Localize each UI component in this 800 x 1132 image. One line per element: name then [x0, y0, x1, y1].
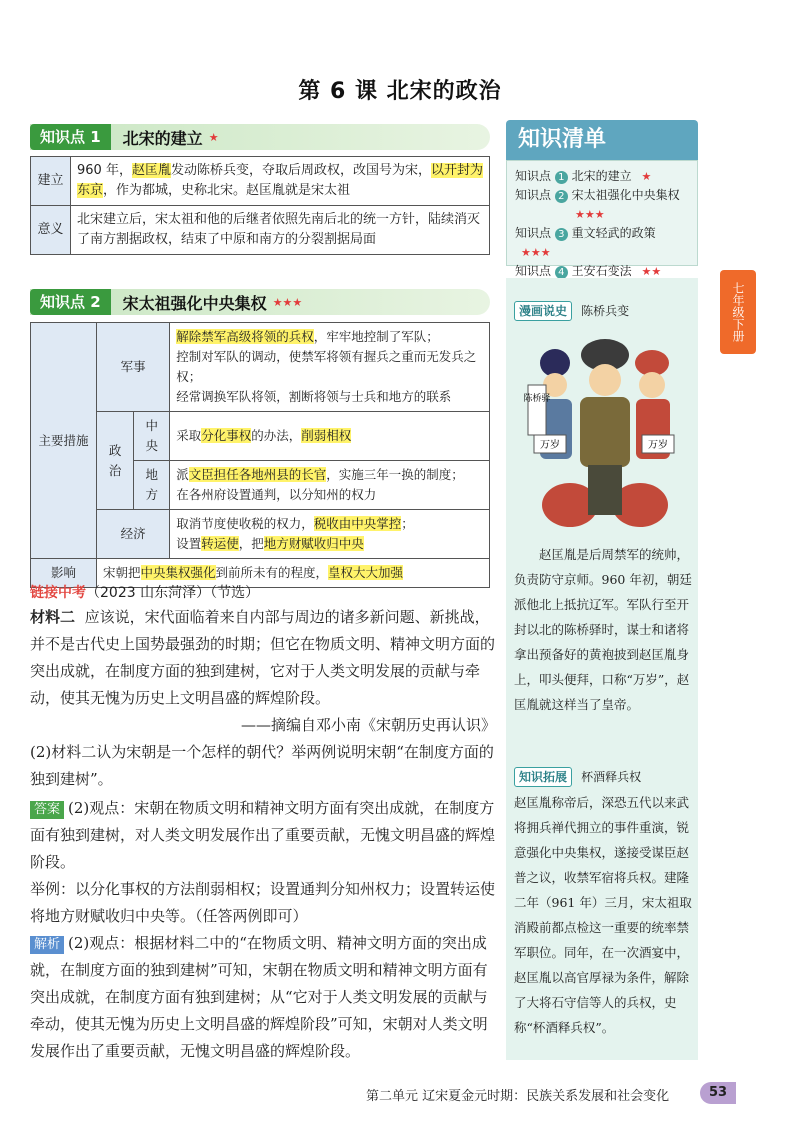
text: 王安石变法 — [571, 264, 632, 278]
economy-content — [170, 510, 490, 559]
analysis-text: (2)观点：根据材料二中的“在物质文明、精神文明方面的突出成就，在制度方面的独到建树”可知，宋朝在物质文明和精神文明方面有突出成就，在制度方面有独到建树；从“它对于人类文明发展的贡献与牵动，使其无愧为历史上文明昌盛的辉煌阶段”可知，宋朝对人类文明发展作出了重要贡献，无愧文明昌盛的辉煌阶段。 — [30, 934, 488, 1060]
text: 经常调换军队将领，割断将领与士兵和地方的联系 — [176, 389, 452, 404]
text: 重文轻武的政策 — [571, 226, 656, 240]
ext-tag: 知识拓展 — [514, 767, 572, 787]
table-row — [31, 510, 490, 559]
ext-text: 赵匡胤称帝后，深恐五代以来武将拥兵禅代拥立的事件重演，锐意强化中央集权，遂接受谋臣赵普之议，收禁军宿将兵权。建隆二年（961 年）三月，宋太祖取消殿前都点检这一重要的统率禁军职位。同年，在一次酒宴中，赵匡胤以高官厚禄为条件，解除了大将石守信等人的兵权，史称“杯酒释兵权”。 — [514, 795, 692, 1035]
material-text: 应该说，宋代面临着来自内部与周边的诸多新问题、新挑战，并不是古代史上国势最强劲的时期；但它在物质文明、精神文明方面的突出成就，在制度方面的独到建树，它对于人类文明发展的贡献与牵动，使其无愧为历史上文明昌盛的辉煌阶段。 — [30, 608, 496, 707]
number-badge: 3 — [555, 228, 568, 241]
page-title: 第 6 课 北宋的政治 — [298, 79, 502, 104]
highlight: 皇权大大加强 — [328, 565, 404, 580]
stars: ★★★ — [521, 246, 551, 259]
text: 取消节度使收税的权力， — [176, 516, 314, 531]
answer-p2: 举例：以分化事权的方法削弱相权；设置通判分知州权力；设置转运使将地方财赋收归中央等。（任答两例即可） — [30, 880, 496, 925]
text: ，作为都城，史称北宋。赵匡胤就是宋太祖 — [103, 183, 351, 198]
text: 知识点 — [515, 169, 552, 183]
table-row — [31, 323, 490, 412]
stars: ★ — [641, 170, 652, 183]
highlight: 文臣担任各地州县的长官 — [188, 467, 327, 482]
kp1-table — [30, 156, 490, 255]
highlight: 分化事权 — [201, 428, 252, 443]
list-item — [515, 186, 689, 224]
text: ，牢牢地控制了军队； — [313, 329, 439, 344]
exam-source: （2023 山东菏泽）（节选） — [86, 585, 260, 601]
legs-shape — [588, 465, 622, 515]
kp1-title: 北宋的建立 — [122, 128, 203, 148]
number-badge: 1 — [555, 171, 568, 184]
number-badge: 4 — [555, 266, 568, 279]
face-shape — [589, 364, 621, 396]
text: 知识点 — [515, 264, 552, 278]
text: 知识点 — [515, 188, 552, 202]
text: 知识点 — [515, 226, 552, 240]
highlight: 解除禁军高级将领的兵权 — [176, 329, 314, 344]
number-badge: 2 — [555, 190, 568, 203]
material-block — [30, 604, 496, 1065]
face-shape — [639, 372, 665, 398]
analysis-block — [30, 930, 496, 1065]
row-label: 意义 — [31, 206, 71, 255]
answer-tag: 答案 — [30, 801, 64, 819]
military-label: 军事 — [97, 323, 170, 412]
knowledge-list — [506, 160, 698, 278]
kp2-tag: 知识点 2 — [30, 289, 111, 315]
text: ，把 — [238, 536, 264, 551]
grade-tab: 七年级下册 — [720, 270, 756, 354]
table-row — [31, 412, 490, 461]
local-label: 地方 — [134, 461, 170, 510]
text: 到前所未有的程度， — [215, 565, 329, 580]
text: 控制对军队的调动，使禁军将领有握兵之重而无发兵之权； — [176, 349, 477, 384]
military-content — [170, 323, 490, 412]
exam-link-tag: 链接中考 — [30, 585, 86, 601]
highlight: 赵匡胤 — [131, 163, 171, 178]
text: 宋太祖强化中央集权 — [571, 188, 680, 202]
highlight: 以开封为东京 — [77, 163, 483, 198]
speech-text: 万岁 — [648, 440, 668, 451]
row-content: 北宋建立后，宋太祖和他的后继者依照先南后北的统一方针，陆续消灭了南方割据政权，结束了中原和南方的分裂割据局面 — [71, 206, 490, 255]
material-label: 材料二 — [30, 608, 76, 626]
comic-heading — [514, 300, 629, 321]
list-item — [515, 224, 689, 262]
hat-shape — [540, 349, 570, 377]
highlight: 削弱相权 — [301, 428, 352, 443]
answer-p1: (2)观点：宋朝在物质文明和精神文明方面有突出成就，在制度方面有独到建树，对人类文明发展作出了重要贡献，无愧文明昌盛的辉煌阶段。 — [30, 799, 496, 871]
main-measures-label: 主要措施 — [31, 323, 97, 559]
economy-label: 经济 — [97, 510, 170, 559]
comic-text: 赵匡胤是后周禁军的统帅，负责防守京师。960 年初，朝廷派他北上抵抗辽军。军队行至开封以北的陈桥驿时，谋士和诸将拿出预备好的黄袍披到赵匡胤身上，叩头便拜，口称“万岁”，赵匡胤就这样当了皇帝。 — [514, 547, 692, 712]
material-cite: ——摘编自邓小南《宋朝历史再认识》 — [240, 716, 496, 734]
stars: ★★★ — [575, 208, 605, 221]
text: 采取 — [176, 428, 202, 443]
kp1-stars: ★ — [208, 130, 219, 144]
analysis-tag: 解析 — [30, 936, 64, 954]
exam-link-line — [30, 582, 259, 602]
list-item — [515, 167, 689, 186]
highlight: 地方财赋收归中央 — [263, 536, 364, 551]
impact-label: 影响 — [31, 559, 97, 588]
comic-tag: 漫画说史 — [514, 301, 572, 321]
ext-title: 杯酒释兵权 — [581, 770, 642, 784]
text: 在各州府设置通判，以分知州的权力 — [176, 487, 377, 502]
comic-title: 陈桥兵变 — [581, 304, 630, 318]
sidebar-header: 知识清单 — [506, 120, 698, 160]
kp1-header — [30, 124, 490, 150]
text: ； — [401, 516, 414, 531]
question: (2)材料二认为宋朝是一个怎样的朝代？举两例说明宋朝“在制度方面的独到建树”。 — [30, 743, 494, 788]
kp2-stars: ★★★ — [272, 295, 303, 309]
highlight: 转运使 — [201, 536, 239, 551]
footer-unit: 第二单元 辽宋夏金元时期：民族关系发展和社会变化 — [366, 1089, 670, 1104]
table-row — [31, 206, 490, 255]
kp1-tag: 知识点 1 — [30, 124, 111, 150]
armor-shape — [580, 397, 630, 467]
highlight: 中央集权强化 — [140, 565, 216, 580]
answer-block — [30, 795, 496, 876]
text: 设置 — [176, 536, 202, 551]
row-label: 建立 — [31, 157, 71, 206]
politics-label: 政治 — [97, 412, 134, 510]
central-label: 中央 — [134, 412, 170, 461]
text: 北宋的建立 — [571, 169, 632, 183]
comic-illustration — [523, 325, 680, 540]
stars: ★★ — [641, 265, 662, 278]
text: ，实施三年一换的制度； — [326, 467, 464, 482]
central-content — [170, 412, 490, 461]
row-content — [71, 157, 490, 206]
local-content — [170, 461, 490, 510]
table-row — [31, 157, 490, 206]
kp2-table — [30, 322, 490, 588]
kp2-header — [30, 289, 490, 315]
highlight: 税收由中央掌控 — [313, 516, 402, 531]
text: 960 年， — [77, 163, 132, 178]
page-number: 53 — [700, 1082, 736, 1104]
text: 派 — [176, 467, 189, 482]
sign-text: 陈桥驿 — [523, 394, 551, 404]
speech-text: 万岁 — [540, 440, 560, 451]
sign-shape — [528, 385, 546, 435]
text: 宋朝把 — [103, 565, 141, 580]
text: 发动陈桥兵变，夺取后周政权，改国号为宋， — [170, 163, 431, 178]
ext-heading — [514, 766, 641, 787]
kp2-title: 宋太祖强化中央集权 — [122, 293, 267, 313]
text: 的办法， — [251, 428, 302, 443]
